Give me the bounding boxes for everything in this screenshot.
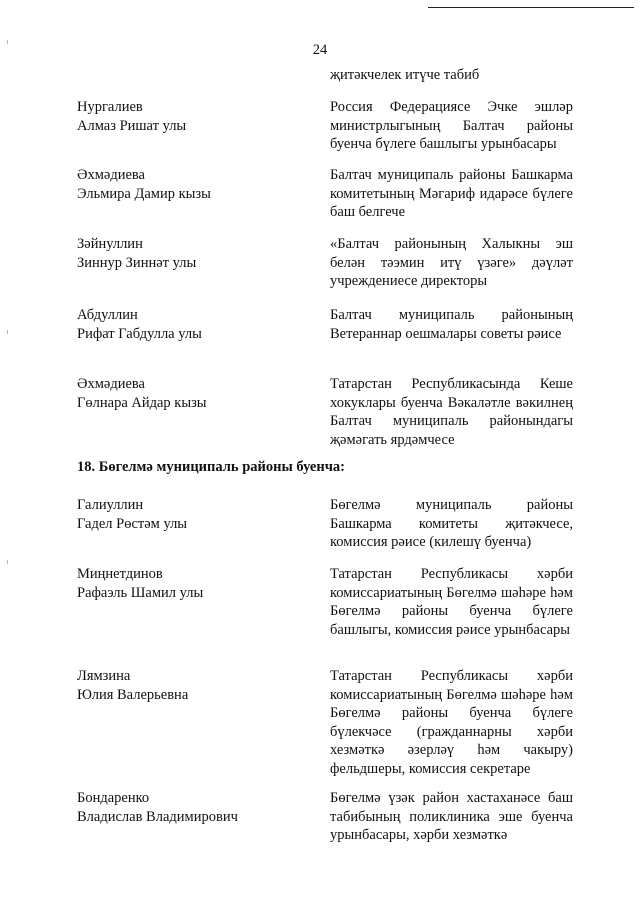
member-role: Бөгелмә муниципаль районы Башкарма комитеты җитәкчесе, комиссия рәисе (килешү буенча) xyxy=(330,497,573,550)
member-surname: Зәйнуллин xyxy=(77,236,143,252)
member-name xyxy=(77,789,297,826)
member-surname: Лямзина xyxy=(77,668,131,684)
member-surname: Әхмәдиева xyxy=(77,376,145,392)
member-role: Бөгелмә үзәк район хастаханәсе баш табибының поликлиника эше буенча урынбасары, хәрби хезмәткә xyxy=(330,790,573,843)
member-surname: Миңнетдинов xyxy=(77,566,163,582)
page-number: 24 xyxy=(312,42,328,58)
member-surname: Нургалиев xyxy=(77,99,143,115)
member-given-name: Зиннур Зиннәт улы xyxy=(77,254,197,271)
member-role: «Балтач районының Халыкны эш белән тәэмин итү үзәге» дәүләт учреждениесе директоры xyxy=(330,236,573,289)
top-rule xyxy=(428,7,634,8)
member-given-name: Рафаэль Шамил улы xyxy=(77,584,204,601)
member-given-name: Юлия Валерьевна xyxy=(77,686,189,703)
member-given-name: Гадел Рөстәм улы xyxy=(77,515,188,532)
member-name xyxy=(77,166,297,203)
member-surname: Галиуллин xyxy=(77,497,144,513)
member-surname: Абдуллин xyxy=(77,307,138,323)
member-given-name: Рифат Габдулла улы xyxy=(77,325,202,342)
member-role: Татарстан Республикасында Кеше хокуклары буенча Вәкаләтле вәкилнең Балтач муниципаль районындагы җәмәгать ярдәмчесе xyxy=(330,376,573,448)
member-name xyxy=(77,235,297,272)
member-role: Татарстан Республикасы хәрби комиссариатының Бөгелмә шәһәре һәм Бөгелмә районы буенча бүлеге бүлекчәсе (гражданнарны хәрби хезмәткә әзерләү һәм чакыру) фельдшеры, комиссия секретаре xyxy=(330,668,573,777)
member-surname: Әхмәдиева xyxy=(77,167,145,183)
member-given-name: Владислав Владимирович xyxy=(77,808,238,825)
member-name xyxy=(77,496,297,533)
member-name xyxy=(77,98,297,135)
member-name xyxy=(77,375,297,412)
member-name xyxy=(77,306,297,343)
member-role: Балтач муниципаль районының Ветераннар оешмалары советы рәисе xyxy=(330,307,573,342)
section-heading: 18. Бөгелмә муниципаль районы буенча: xyxy=(77,459,345,475)
member-role: Татарстан Республикасы хәрби комиссариатының Бөгелмә шәһәре һәм Бөгелмә районы буенча бүлеге башлыгы, комиссия рәисе урынбасары xyxy=(330,566,573,638)
member-given-name: Эльмира Дамир кызы xyxy=(77,185,211,202)
continuation-text: җитәкчелек итүче табиб xyxy=(330,67,480,83)
member-surname: Бондаренко xyxy=(77,790,150,806)
member-name xyxy=(77,667,297,704)
scan-edge-mark xyxy=(7,330,8,334)
member-name xyxy=(77,565,297,602)
member-role: Россия Федерациясе Эчке эшләр министрлыгының Балтач районы буенча бүлеге башлыгы урынбасары xyxy=(330,99,573,152)
member-given-name: Гөлнара Айдар кызы xyxy=(77,394,207,411)
member-role: Балтач муниципаль районы Башкарма комитетының Мәгариф идарәсе бүлеге баш белгече xyxy=(330,167,573,220)
member-given-name: Алмаз Ришат улы xyxy=(77,117,187,134)
scan-edge-mark xyxy=(7,560,8,564)
